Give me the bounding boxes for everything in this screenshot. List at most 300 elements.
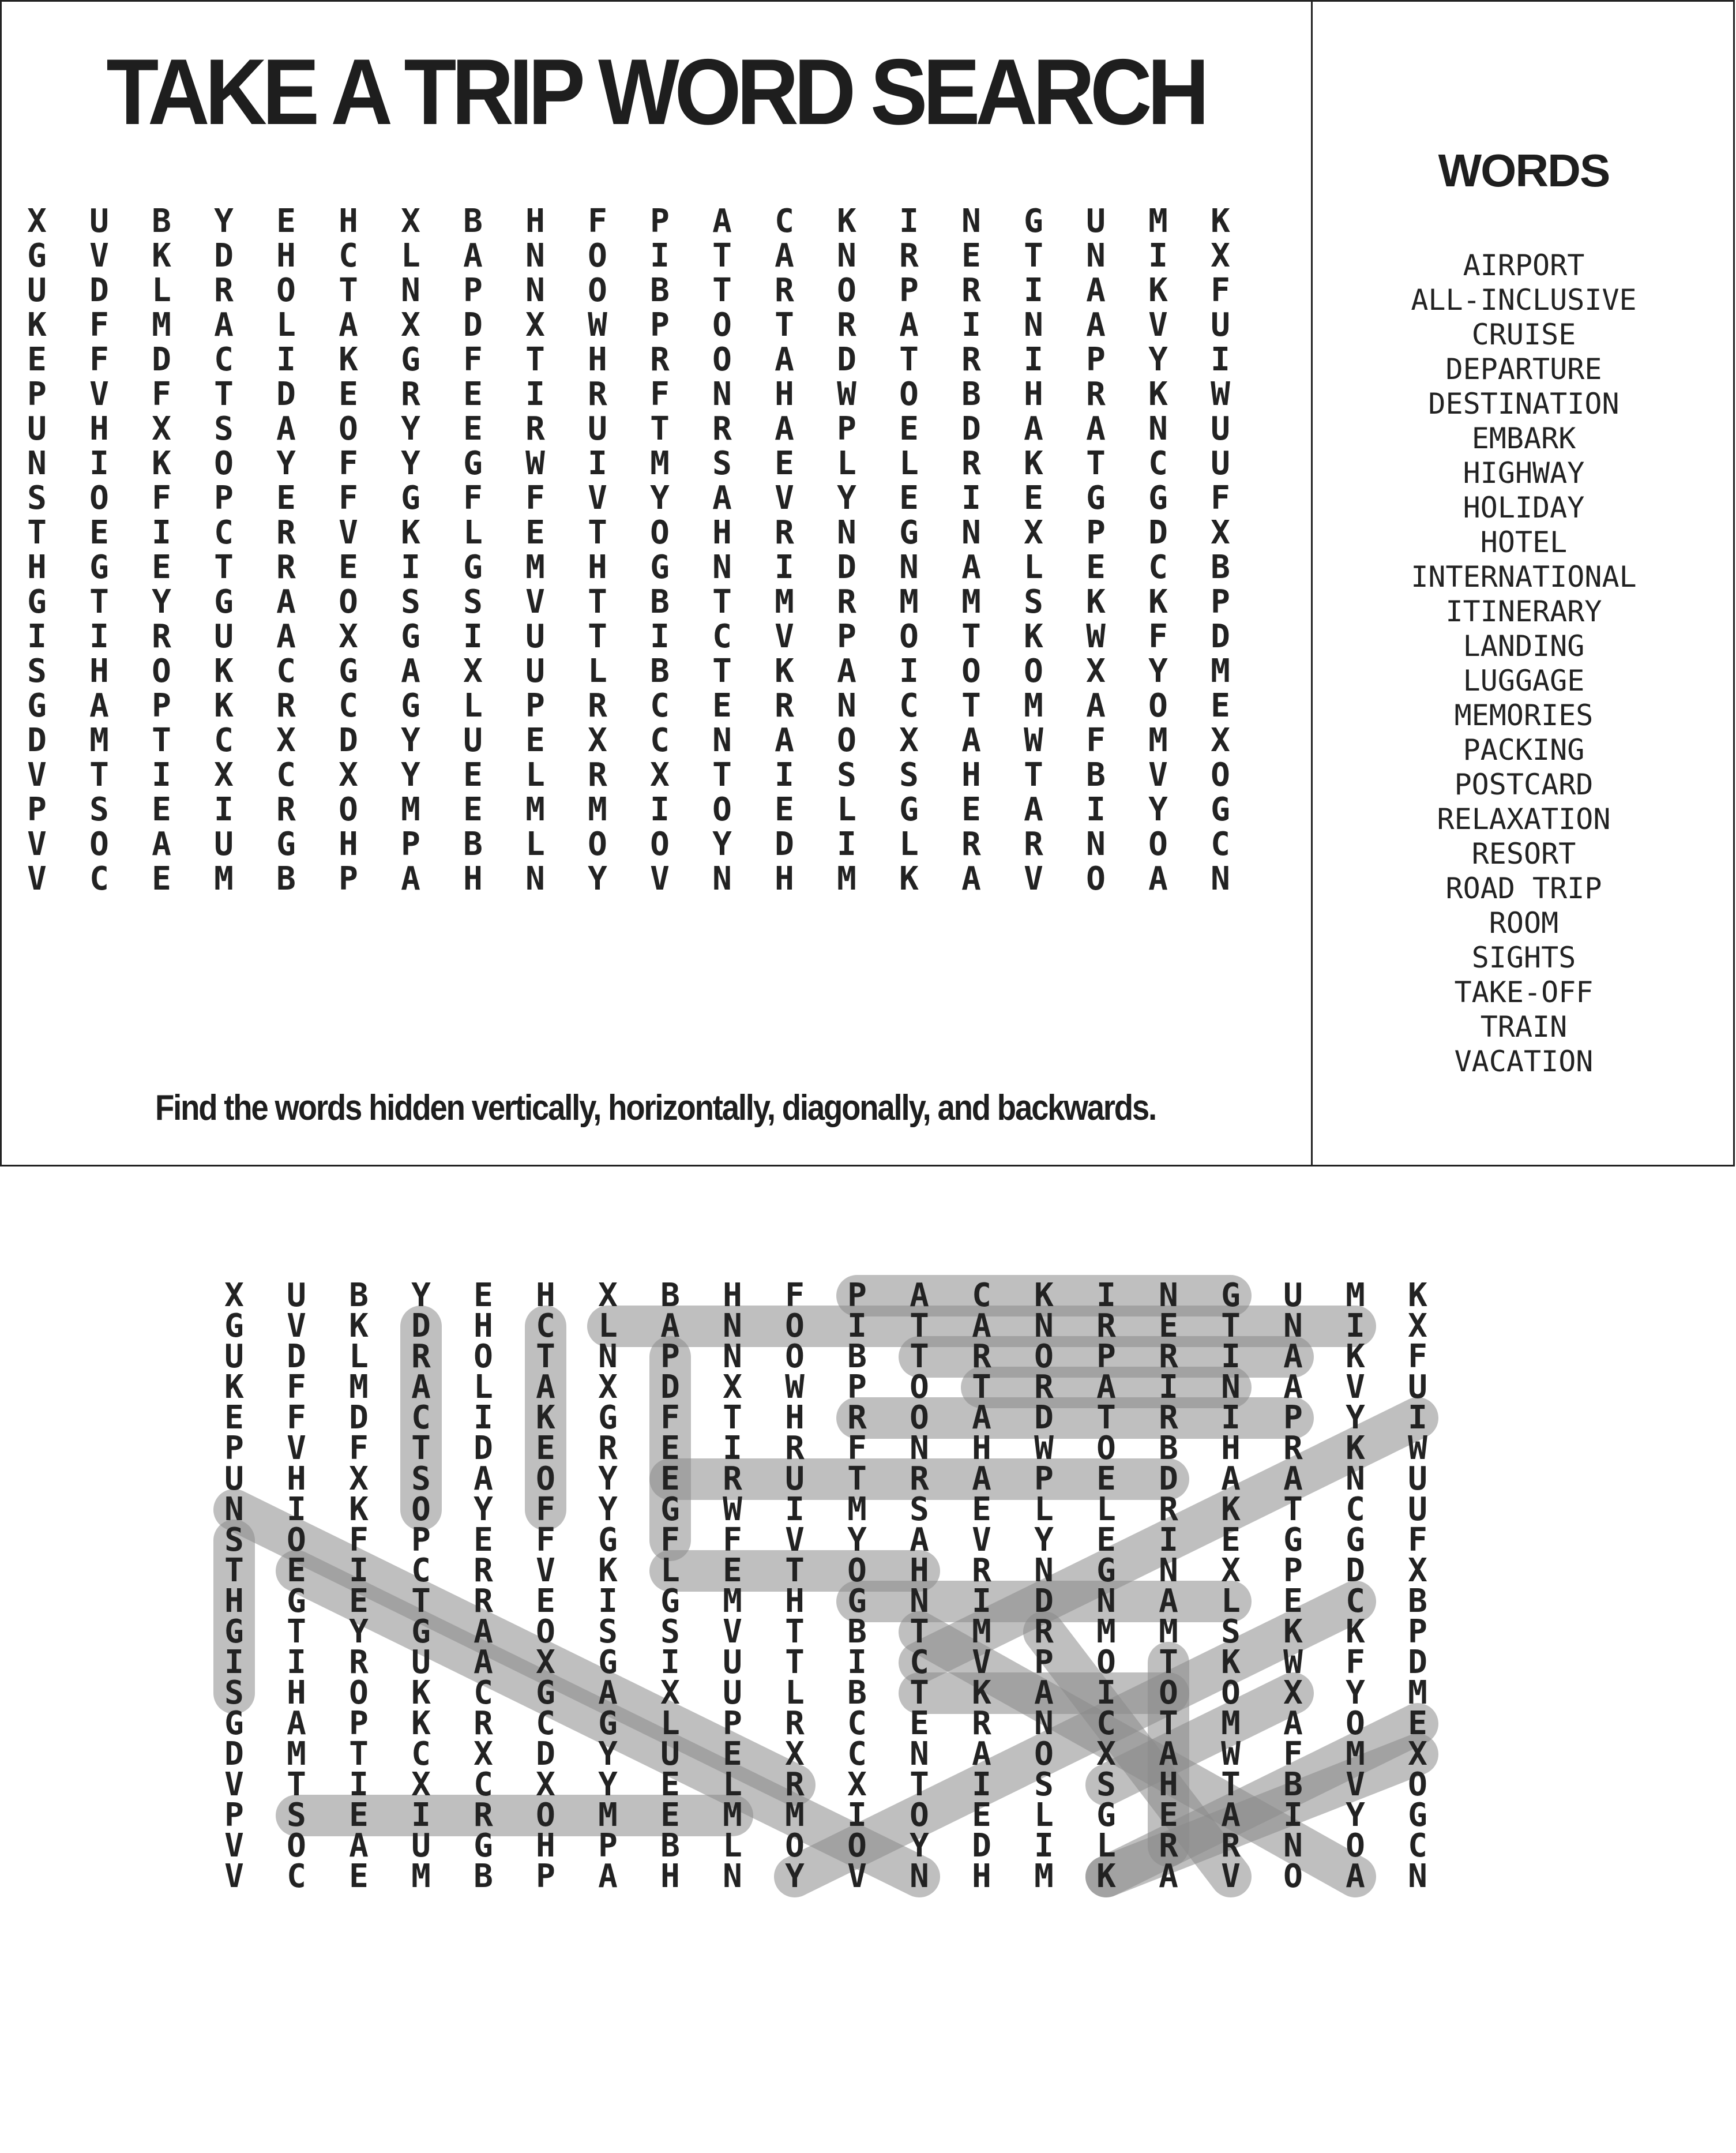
grid-letter[interactable]: O [650, 514, 670, 552]
grid-letter[interactable]: R [899, 237, 919, 275]
solution-grid-letter[interactable]: V [1346, 1766, 1365, 1803]
solution-grid-letter[interactable]: G [598, 1521, 618, 1559]
solution-grid-letter[interactable]: P [660, 1338, 680, 1375]
solution-grid-letter[interactable]: S [224, 1521, 244, 1559]
solution-grid-letter[interactable]: R [723, 1460, 742, 1498]
grid-letter[interactable]: Y [588, 860, 607, 898]
grid-letter[interactable]: M [588, 791, 607, 828]
solution-grid-letter[interactable]: X [1408, 1735, 1427, 1773]
solution-grid-letter[interactable]: L [785, 1674, 805, 1712]
grid-letter[interactable]: A [89, 687, 109, 725]
solution-grid-letter[interactable]: I [660, 1644, 680, 1681]
solution-grid-letter[interactable]: H [287, 1460, 306, 1498]
solution-grid-letter[interactable]: F [536, 1491, 555, 1528]
grid-letter[interactable]: L [837, 445, 856, 482]
solution-grid-letter[interactable]: R [474, 1705, 493, 1742]
solution-grid-letter[interactable]: S [660, 1613, 680, 1651]
solution-grid-letter[interactable]: T [910, 1613, 929, 1651]
solution-grid-letter[interactable]: O [1221, 1674, 1241, 1712]
solution-grid-letter[interactable]: D [224, 1735, 244, 1773]
grid-letter[interactable]: U [214, 618, 234, 655]
grid-letter[interactable]: G [650, 549, 670, 586]
solution-grid-letter[interactable]: G [1096, 1552, 1116, 1589]
solution-grid-letter[interactable]: T [847, 1460, 867, 1498]
grid-letter[interactable]: M [961, 583, 981, 621]
grid-letter[interactable]: G [1086, 479, 1106, 517]
solution-grid-letter[interactable]: E [224, 1399, 244, 1436]
grid-letter[interactable]: X [27, 202, 47, 240]
grid-letter[interactable]: G [463, 549, 483, 586]
solution-grid-letter[interactable]: X [1408, 1307, 1427, 1345]
grid-letter[interactable]: K [214, 687, 234, 725]
grid-letter[interactable]: G [1211, 791, 1230, 828]
grid-letter[interactable]: L [276, 306, 296, 344]
solution-grid-letter[interactable]: X [411, 1766, 431, 1803]
grid-letter[interactable]: M [899, 583, 919, 621]
grid-letter[interactable]: L [899, 826, 919, 863]
solution-grid-letter[interactable]: Y [785, 1858, 805, 1895]
grid-letter[interactable]: P [1086, 341, 1106, 378]
grid-letter[interactable]: F [1211, 479, 1230, 517]
solution-grid-letter[interactable]: O [1346, 1827, 1365, 1865]
solution-grid-letter[interactable]: S [287, 1796, 306, 1834]
solution-grid-letter[interactable]: A [972, 1460, 991, 1498]
solution-grid-letter[interactable]: P [224, 1796, 244, 1834]
solution-grid-letter[interactable]: C [411, 1735, 431, 1773]
solution-grid-letter[interactable]: U [723, 1644, 742, 1681]
grid-letter[interactable]: N [401, 272, 420, 309]
grid-letter[interactable]: A [1086, 687, 1106, 725]
solution-grid-letter[interactable]: L [349, 1338, 369, 1375]
grid-letter[interactable]: C [712, 618, 732, 655]
solution-grid-letter[interactable]: D [474, 1430, 493, 1467]
solution-grid-letter[interactable]: L [660, 1552, 680, 1589]
solution-grid-letter[interactable]: A [1034, 1674, 1054, 1712]
grid-letter[interactable]: G [276, 826, 296, 863]
grid-letter[interactable]: R [961, 272, 981, 309]
solution-grid-letter[interactable]: I [1346, 1307, 1365, 1345]
solution-grid-letter[interactable]: A [1283, 1705, 1303, 1742]
grid-letter[interactable]: A [1148, 860, 1168, 898]
grid-letter[interactable]: B [1086, 756, 1106, 794]
grid-letter[interactable]: T [588, 514, 607, 552]
grid-letter[interactable]: X [1086, 652, 1106, 690]
solution-grid-letter[interactable]: D [1034, 1399, 1054, 1436]
solution-grid-letter[interactable]: T [785, 1613, 805, 1651]
grid-letter[interactable]: S [463, 583, 483, 621]
solution-grid-letter[interactable]: X [474, 1735, 493, 1773]
grid-letter[interactable]: B [961, 376, 981, 413]
grid-letter[interactable]: O [899, 618, 919, 655]
solution-grid-letter[interactable]: P [1034, 1460, 1054, 1498]
solution-grid-letter[interactable]: I [847, 1307, 867, 1345]
grid-letter[interactable]: G [27, 237, 47, 275]
solution-grid-letter[interactable]: G [660, 1491, 680, 1528]
grid-letter[interactable]: Y [837, 479, 856, 517]
solution-grid-letter[interactable]: N [1034, 1705, 1054, 1742]
grid-letter[interactable]: S [899, 756, 919, 794]
grid-letter[interactable]: M [525, 791, 545, 828]
grid-letter[interactable]: C [650, 687, 670, 725]
grid-letter[interactable]: E [1024, 479, 1043, 517]
grid-letter[interactable]: A [775, 237, 794, 275]
grid-letter[interactable]: T [1086, 445, 1106, 482]
grid-letter[interactable]: E [775, 791, 794, 828]
solution-grid-letter[interactable]: W [1034, 1430, 1054, 1467]
solution-grid-letter[interactable]: F [349, 1430, 369, 1467]
solution-grid-letter[interactable]: I [785, 1491, 805, 1528]
solution-grid-letter[interactable]: F [660, 1399, 680, 1436]
grid-letter[interactable]: L [463, 687, 483, 725]
grid-letter[interactable]: N [1148, 410, 1168, 448]
solution-grid-letter[interactable]: H [536, 1827, 555, 1865]
solution-grid-letter[interactable]: A [287, 1705, 306, 1742]
solution-grid-letter[interactable]: P [847, 1277, 867, 1314]
solution-grid-letter[interactable]: R [349, 1644, 369, 1681]
grid-letter[interactable]: L [401, 237, 420, 275]
grid-letter[interactable]: Y [401, 756, 420, 794]
grid-letter[interactable]: O [276, 272, 296, 309]
grid-letter[interactable]: K [1211, 202, 1230, 240]
solution-grid-letter[interactable]: V [287, 1430, 306, 1467]
grid-letter[interactable]: X [588, 722, 607, 759]
grid-letter[interactable]: N [712, 376, 732, 413]
grid-letter[interactable]: E [89, 514, 109, 552]
solution-grid-letter[interactable]: E [474, 1521, 493, 1559]
grid-letter[interactable]: E [1086, 549, 1106, 586]
grid-letter[interactable]: U [89, 202, 109, 240]
solution-grid-letter[interactable]: W [1283, 1644, 1303, 1681]
grid-letter[interactable]: E [339, 376, 358, 413]
solution-grid-letter[interactable]: K [411, 1674, 431, 1712]
solution-grid-letter[interactable]: N [1408, 1858, 1427, 1895]
solution-grid-letter[interactable]: A [1096, 1368, 1116, 1406]
grid-letter[interactable]: U [1086, 202, 1106, 240]
grid-letter[interactable]: R [152, 618, 171, 655]
grid-letter[interactable]: H [339, 826, 358, 863]
grid-letter[interactable]: M [214, 860, 234, 898]
grid-letter[interactable]: D [339, 722, 358, 759]
grid-letter[interactable]: V [27, 826, 47, 863]
solution-grid-letter[interactable]: R [910, 1460, 929, 1498]
grid-letter[interactable]: H [712, 514, 732, 552]
solution-grid-letter[interactable]: R [1159, 1338, 1178, 1375]
grid-letter[interactable]: A [1086, 272, 1106, 309]
solution-grid-letter[interactable]: O [287, 1827, 306, 1865]
solution-grid-letter[interactable]: K [349, 1491, 369, 1528]
solution-grid-letter[interactable]: X [1283, 1674, 1303, 1712]
solution-grid-letter[interactable]: N [1159, 1552, 1178, 1589]
grid-letter[interactable]: O [1211, 756, 1230, 794]
solution-grid-letter[interactable]: A [972, 1735, 991, 1773]
grid-letter[interactable]: X [899, 722, 919, 759]
grid-letter[interactable]: A [1086, 410, 1106, 448]
grid-letter[interactable]: N [27, 445, 47, 482]
grid-letter[interactable]: I [152, 756, 171, 794]
grid-letter[interactable]: S [837, 756, 856, 794]
grid-letter[interactable]: C [89, 860, 109, 898]
solution-grid-letter[interactable]: G [660, 1582, 680, 1620]
grid-letter[interactable]: U [525, 618, 545, 655]
solution-grid-letter[interactable]: H [785, 1399, 805, 1436]
grid-letter[interactable]: D [89, 272, 109, 309]
grid-letter[interactable]: F [1211, 272, 1230, 309]
grid-letter[interactable]: R [961, 445, 981, 482]
solution-grid-letter[interactable]: U [1408, 1368, 1427, 1406]
solution-grid-letter[interactable]: M [847, 1491, 867, 1528]
grid-letter[interactable]: O [588, 826, 607, 863]
solution-grid-letter[interactable]: O [910, 1368, 929, 1406]
solution-grid-letter[interactable]: O [910, 1796, 929, 1834]
solution-grid-letter[interactable]: Y [598, 1766, 618, 1803]
grid-letter[interactable]: X [401, 202, 420, 240]
solution-grid-letter[interactable]: Y [411, 1277, 431, 1314]
solution-grid-letter[interactable]: F [723, 1521, 742, 1559]
grid-letter[interactable]: E [463, 376, 483, 413]
grid-letter[interactable]: Y [152, 583, 171, 621]
grid-letter[interactable]: C [775, 202, 794, 240]
solution-grid-letter[interactable]: A [1346, 1858, 1365, 1895]
grid-letter[interactable]: O [339, 791, 358, 828]
solution-grid-letter[interactable]: M [1346, 1277, 1365, 1314]
solution-grid-letter[interactable]: O [785, 1307, 805, 1345]
solution-grid-letter[interactable]: G [474, 1827, 493, 1865]
grid-letter[interactable]: V [650, 860, 670, 898]
solution-grid-letter[interactable]: G [411, 1613, 431, 1651]
grid-letter[interactable]: K [775, 652, 794, 690]
solution-grid-letter[interactable]: C [536, 1307, 555, 1345]
grid-letter[interactable]: A [899, 306, 919, 344]
grid-letter[interactable]: B [650, 652, 670, 690]
grid-letter[interactable]: E [152, 549, 171, 586]
solution-grid-letter[interactable]: V [287, 1307, 306, 1345]
grid-letter[interactable]: E [463, 410, 483, 448]
grid-letter[interactable]: H [89, 652, 109, 690]
solution-grid-letter[interactable]: E [536, 1582, 555, 1620]
solution-grid-letter[interactable]: H [1221, 1430, 1241, 1467]
grid-letter[interactable]: T [961, 687, 981, 725]
solution-grid-letter[interactable]: C [536, 1705, 555, 1742]
solution-grid-letter[interactable]: V [785, 1521, 805, 1559]
grid-letter[interactable]: V [27, 860, 47, 898]
solution-grid-letter[interactable]: I [224, 1644, 244, 1681]
solution-grid-letter[interactable]: T [1221, 1766, 1241, 1803]
grid-letter[interactable]: T [961, 618, 981, 655]
grid-letter[interactable]: P [401, 826, 420, 863]
grid-letter[interactable]: A [775, 341, 794, 378]
solution-grid-letter[interactable]: D [287, 1338, 306, 1375]
solution-grid-letter[interactable]: K [349, 1307, 369, 1345]
solution-grid-letter[interactable]: I [1034, 1827, 1054, 1865]
solution-grid-letter[interactable]: C [411, 1552, 431, 1589]
grid-letter[interactable]: O [837, 272, 856, 309]
solution-grid-letter[interactable]: P [224, 1430, 244, 1467]
solution-grid-letter[interactable]: A [1283, 1460, 1303, 1498]
grid-letter[interactable]: O [1148, 826, 1168, 863]
solution-grid-letter[interactable]: P [1408, 1613, 1427, 1651]
grid-letter[interactable]: T [650, 410, 670, 448]
solution-grid-letter[interactable]: Y [910, 1827, 929, 1865]
grid-letter[interactable]: G [401, 618, 420, 655]
grid-letter[interactable]: O [712, 791, 732, 828]
solution-grid-letter[interactable]: C [847, 1705, 867, 1742]
solution-grid-letter[interactable]: K [1346, 1338, 1365, 1375]
solution-grid-letter[interactable]: C [1346, 1491, 1365, 1528]
grid-letter[interactable]: F [339, 479, 358, 517]
solution-grid-letter[interactable]: V [972, 1521, 991, 1559]
grid-letter[interactable]: F [463, 341, 483, 378]
solution-grid-letter[interactable]: N [1283, 1307, 1303, 1345]
solution-grid-letter[interactable]: E [349, 1582, 369, 1620]
solution-grid-letter[interactable]: G [598, 1705, 618, 1742]
solution-grid-letter[interactable]: K [1034, 1277, 1054, 1314]
grid-letter[interactable]: R [1024, 826, 1043, 863]
grid-letter[interactable]: V [1024, 860, 1043, 898]
solution-grid-letter[interactable]: W [723, 1491, 742, 1528]
grid-letter[interactable]: N [837, 514, 856, 552]
solution-grid-letter[interactable]: E [1096, 1521, 1116, 1559]
solution-grid-letter[interactable]: I [411, 1796, 431, 1834]
solution-grid-letter[interactable]: X [847, 1766, 867, 1803]
solution-grid-letter[interactable]: Y [598, 1460, 618, 1498]
grid-letter[interactable]: P [463, 272, 483, 309]
grid-letter[interactable]: I [89, 445, 109, 482]
grid-letter[interactable]: A [214, 306, 234, 344]
solution-grid-letter[interactable]: G [224, 1705, 244, 1742]
grid-letter[interactable]: O [961, 652, 981, 690]
solution-grid-letter[interactable]: S [1221, 1613, 1241, 1651]
solution-grid-letter[interactable]: B [847, 1613, 867, 1651]
grid-letter[interactable]: X [401, 306, 420, 344]
solution-grid-letter[interactable]: A [411, 1368, 431, 1406]
solution-grid-letter[interactable]: F [1408, 1338, 1427, 1375]
solution-grid-letter[interactable]: X [1096, 1735, 1116, 1773]
solution-grid-letter[interactable]: C [910, 1644, 929, 1681]
solution-grid-letter[interactable]: D [1346, 1552, 1365, 1589]
grid-letter[interactable]: L [837, 791, 856, 828]
grid-letter[interactable]: C [214, 341, 234, 378]
grid-letter[interactable]: I [588, 445, 607, 482]
grid-letter[interactable]: X [1211, 722, 1230, 759]
grid-letter[interactable]: M [401, 791, 420, 828]
solution-grid-letter[interactable]: S [598, 1613, 618, 1651]
solution-grid-letter[interactable]: U [1283, 1277, 1303, 1314]
solution-grid-letter[interactable]: K [1346, 1613, 1365, 1651]
grid-letter[interactable]: W [525, 445, 545, 482]
grid-letter[interactable]: U [1211, 410, 1230, 448]
grid-letter[interactable]: V [89, 376, 109, 413]
grid-letter[interactable]: O [214, 445, 234, 482]
grid-letter[interactable]: T [1024, 237, 1043, 275]
grid-letter[interactable]: B [463, 826, 483, 863]
solution-grid-letter[interactable]: V [1221, 1858, 1241, 1895]
solution-grid-letter[interactable]: A [972, 1307, 991, 1345]
solution-grid-letter[interactable]: K [1346, 1430, 1365, 1467]
grid-letter[interactable]: H [339, 202, 358, 240]
solution-grid-letter[interactable]: H [660, 1858, 680, 1895]
grid-letter[interactable]: U [1211, 445, 1230, 482]
solution-grid-letter[interactable]: B [847, 1674, 867, 1712]
grid-letter[interactable]: X [1024, 514, 1043, 552]
solution-grid-letter[interactable]: U [411, 1644, 431, 1681]
grid-letter[interactable]: N [525, 272, 545, 309]
grid-letter[interactable]: E [27, 341, 47, 378]
solution-grid-letter[interactable]: H [287, 1674, 306, 1712]
grid-letter[interactable]: N [1211, 860, 1230, 898]
grid-letter[interactable]: T [712, 652, 732, 690]
solution-grid-letter[interactable]: B [1408, 1582, 1427, 1620]
solution-grid-letter[interactable]: D [411, 1307, 431, 1345]
solution-grid-letter[interactable]: G [1408, 1796, 1427, 1834]
solution-grid-letter[interactable]: I [598, 1582, 618, 1620]
solution-grid-letter[interactable]: C [972, 1277, 991, 1314]
grid-letter[interactable]: G [27, 687, 47, 725]
grid-letter[interactable]: F [339, 445, 358, 482]
grid-letter[interactable]: R [401, 376, 420, 413]
grid-letter[interactable]: I [775, 756, 794, 794]
solution-grid-letter[interactable]: T [1159, 1705, 1178, 1742]
solution-grid-letter[interactable]: H [972, 1430, 991, 1467]
solution-grid-letter[interactable]: O [847, 1827, 867, 1865]
grid-letter[interactable]: K [214, 652, 234, 690]
grid-letter[interactable]: R [961, 826, 981, 863]
grid-letter[interactable]: H [775, 376, 794, 413]
grid-letter[interactable]: Y [1148, 652, 1168, 690]
grid-letter[interactable]: I [775, 549, 794, 586]
grid-letter[interactable]: T [712, 237, 732, 275]
solution-grid-letter[interactable]: C [1096, 1705, 1116, 1742]
solution-grid-letter[interactable]: O [411, 1491, 431, 1528]
grid-letter[interactable]: H [588, 549, 607, 586]
grid-letter[interactable]: T [525, 341, 545, 378]
solution-grid-letter[interactable]: L [1034, 1796, 1054, 1834]
solution-grid-letter[interactable]: X [660, 1674, 680, 1712]
grid-letter[interactable]: B [650, 272, 670, 309]
grid-letter[interactable]: L [525, 826, 545, 863]
grid-letter[interactable]: F [1086, 722, 1106, 759]
solution-grid-letter[interactable]: H [785, 1582, 805, 1620]
solution-grid-letter[interactable]: B [847, 1338, 867, 1375]
grid-letter[interactable]: X [339, 618, 358, 655]
solution-grid-letter[interactable]: K [1221, 1644, 1241, 1681]
grid-letter[interactable]: Y [712, 826, 732, 863]
solution-grid-letter[interactable]: Y [1346, 1796, 1365, 1834]
solution-grid-letter[interactable]: R [785, 1705, 805, 1742]
solution-grid-letter[interactable]: O [847, 1552, 867, 1589]
solution-grid-letter[interactable]: H [536, 1277, 555, 1314]
solution-grid-letter[interactable]: T [411, 1582, 431, 1620]
grid-letter[interactable]: N [1086, 826, 1106, 863]
solution-grid-letter[interactable]: S [411, 1460, 431, 1498]
grid-letter[interactable]: D [276, 376, 296, 413]
grid-letter[interactable]: B [152, 202, 171, 240]
grid-letter[interactable]: P [837, 618, 856, 655]
solution-grid-letter[interactable]: I [1159, 1368, 1178, 1406]
solution-grid-letter[interactable]: I [1408, 1399, 1427, 1436]
grid-letter[interactable]: H [775, 860, 794, 898]
grid-letter[interactable]: X [650, 756, 670, 794]
solution-grid-letter[interactable]: A [910, 1521, 929, 1559]
grid-letter[interactable]: C [650, 722, 670, 759]
grid-letter[interactable]: H [27, 549, 47, 586]
solution-grid-letter[interactable]: U [660, 1735, 680, 1773]
grid-letter[interactable]: V [339, 514, 358, 552]
solution-grid-letter[interactable]: A [1159, 1858, 1178, 1895]
solution-grid-letter[interactable]: A [1159, 1582, 1178, 1620]
grid-letter[interactable]: G [899, 514, 919, 552]
grid-letter[interactable]: N [712, 549, 732, 586]
solution-grid-letter[interactable]: F [847, 1430, 867, 1467]
